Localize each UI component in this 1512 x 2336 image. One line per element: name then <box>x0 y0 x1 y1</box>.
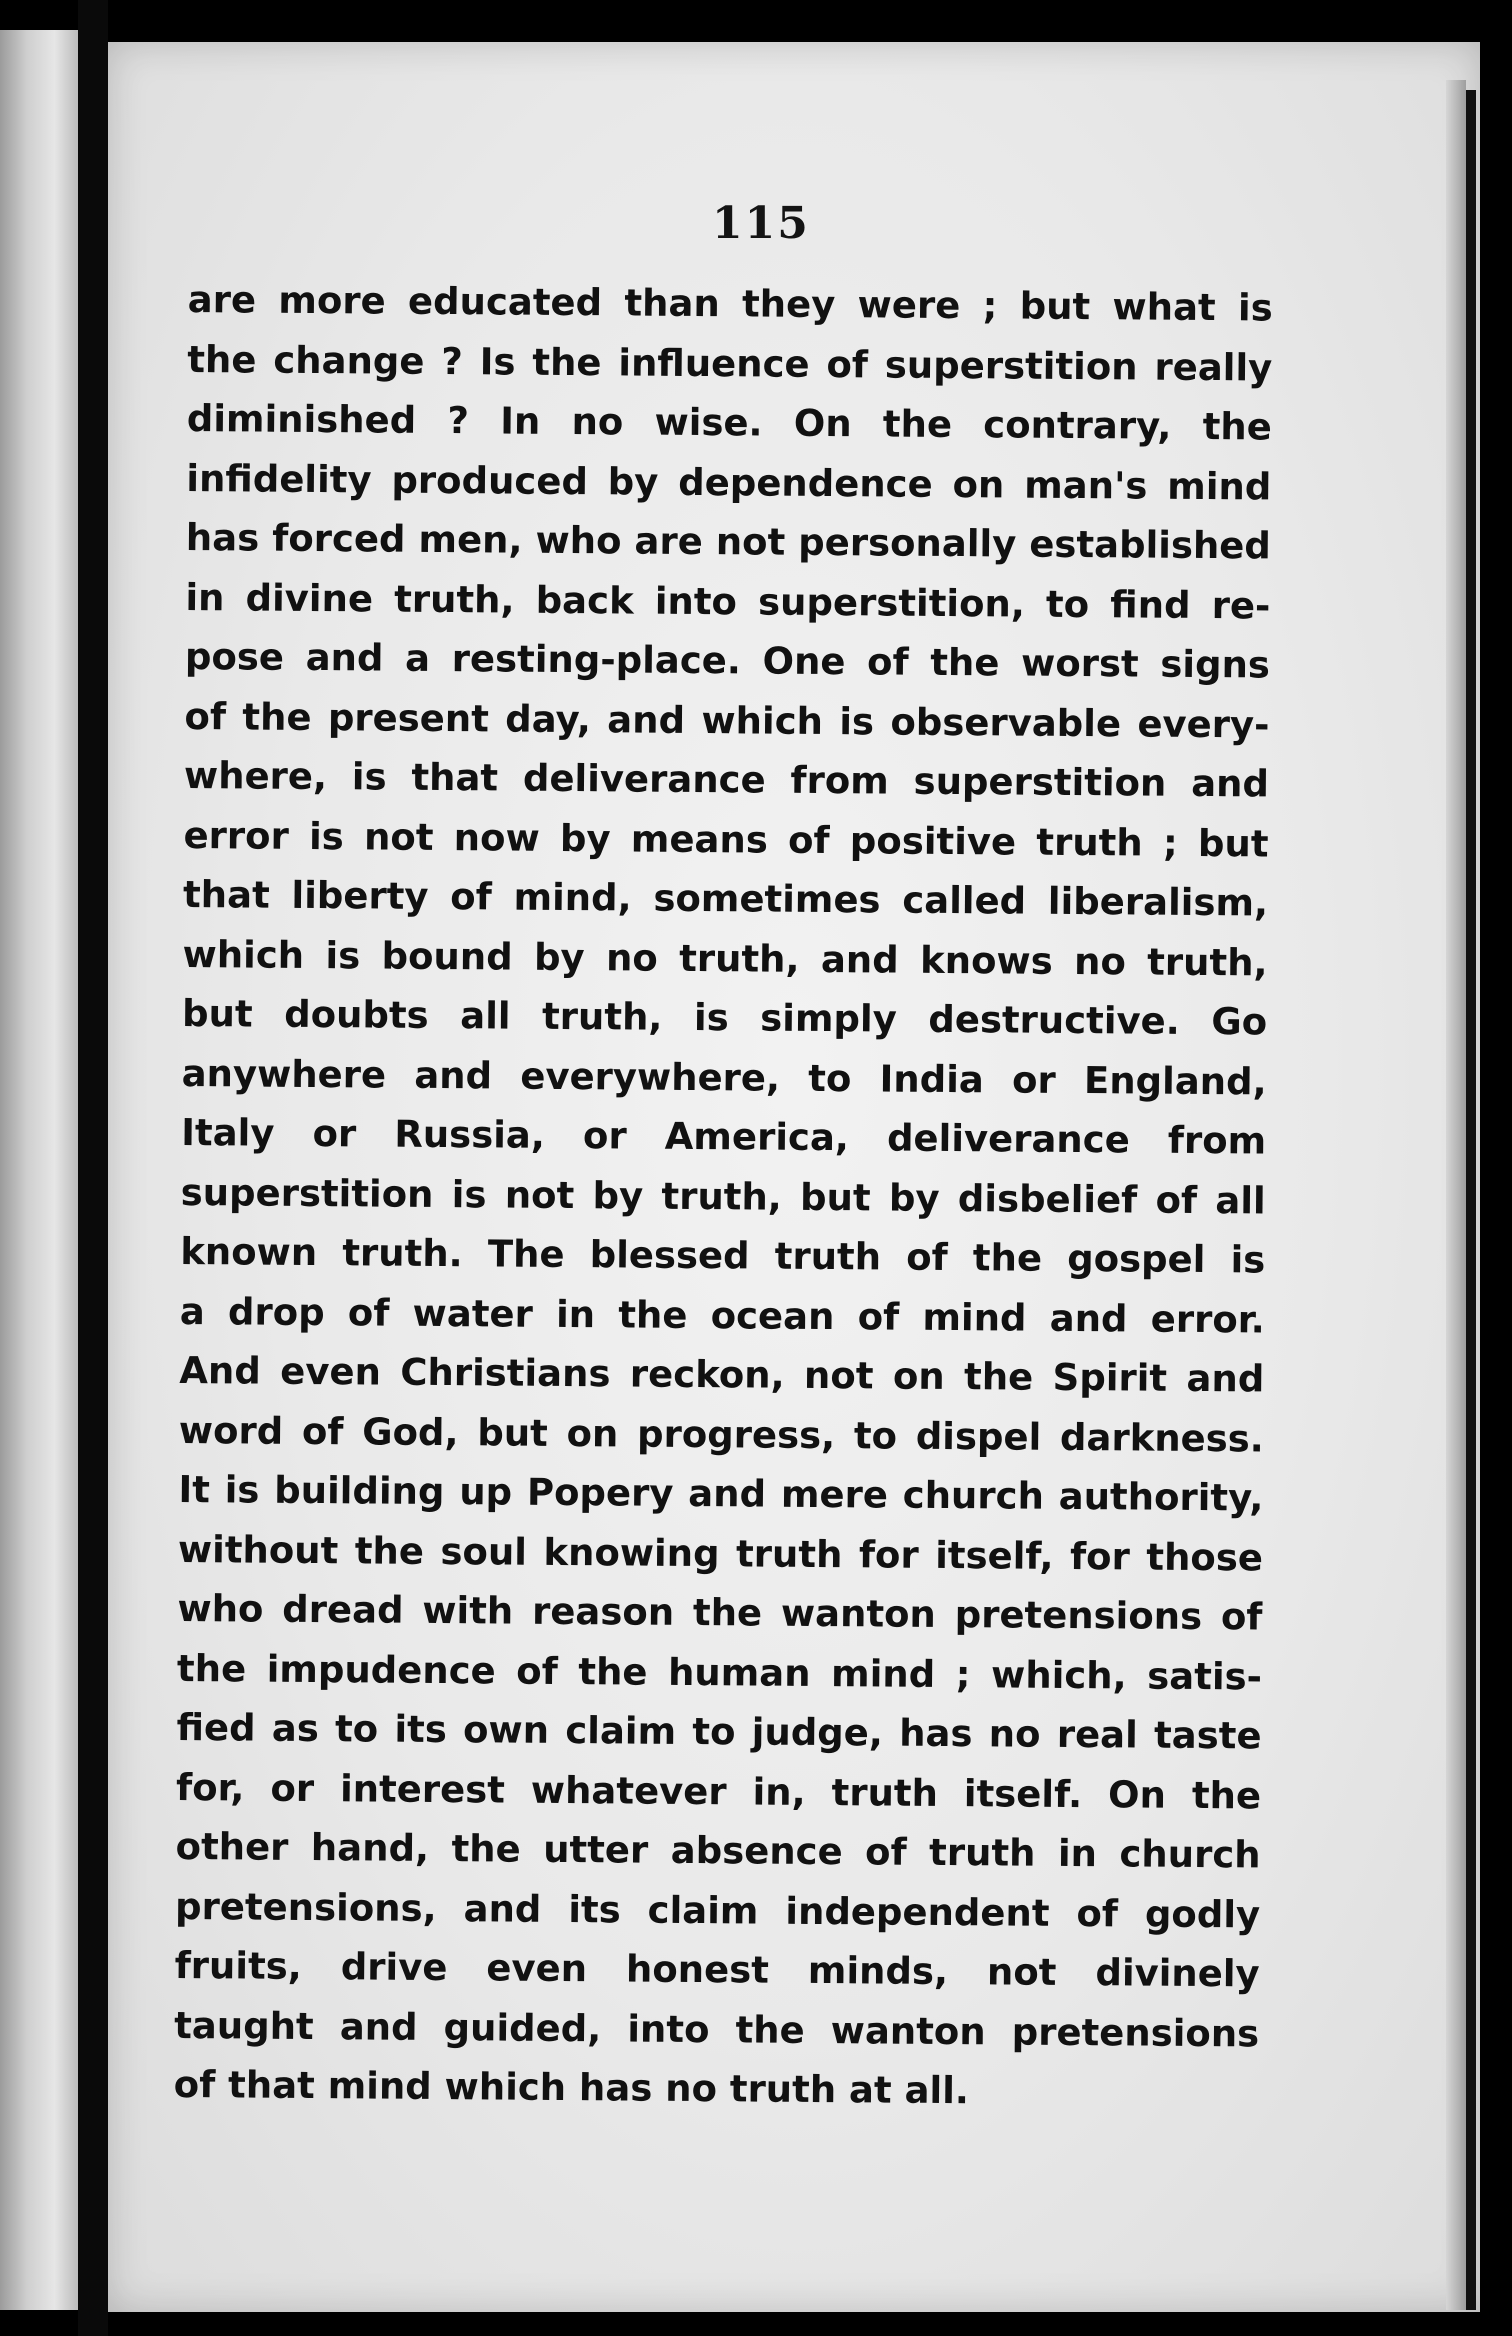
text-line: of that mind which has no truth at all. <box>173 2062 970 2113</box>
text-line: in divine truth, back into superstition, to find re- <box>185 575 1271 628</box>
text-line: fruits, drive even honest minds, not divinely <box>174 1943 1260 1996</box>
text-line: And even Christians reckon, not on the Spirit and <box>179 1348 1265 1401</box>
text-line: but doubts all truth, is simply destructive. Go <box>181 991 1268 1044</box>
text-line: of the present day, and which is observable every- <box>184 694 1270 747</box>
text-line: It is building up Popery and mere church authority, <box>178 1467 1264 1520</box>
previous-page-edge <box>0 30 78 2310</box>
text-line: infidelity produced by dependence on man's mind <box>186 456 1272 509</box>
body-text <box>174 270 1273 2123</box>
text-line: anywhere and everywhere, to India or England, <box>181 1051 1267 1103</box>
text-line: where, is that deliverance from superstition and <box>183 753 1270 806</box>
book-gutter <box>78 0 108 2336</box>
text-line: word of God, but on progress, to dispel darkness. <box>178 1408 1265 1460</box>
text-line: error is not now by means of positive truth ; but <box>183 813 1269 866</box>
text-line: who dread with reason the wanton pretensions of <box>177 1586 1263 1639</box>
text-line: pose and a resting-place. One of the worst signs <box>184 634 1271 687</box>
page-number: 115 <box>712 198 810 249</box>
text-line: for, or interest whatever in, truth itself. On the <box>175 1765 1262 1817</box>
text-line: fied as to its own claim to judge, has no real taste <box>176 1705 1262 1758</box>
text-line: which is bound by no truth, and knows no truth, <box>182 932 1268 984</box>
text-line: diminished ? In no wise. On the contrary, the <box>186 396 1272 449</box>
text-line: pretensions, and its claim independent of godly <box>174 1884 1261 1936</box>
text-line: the change ? Is the influence of superstition really <box>187 337 1273 390</box>
text-line: known truth. The blessed truth of the gospel is <box>180 1229 1266 1282</box>
text-line: without the soul knowing truth for itself, for those <box>177 1527 1264 1579</box>
text-line: a drop of water in the ocean of mind and error. <box>179 1289 1265 1341</box>
text-line: the impudence of the human mind ; which, satis- <box>176 1646 1263 1698</box>
text-line: taught and guided, into the wanton pretensions <box>174 2003 1260 2055</box>
text-line: are more educated than they were ; but what is <box>187 277 1273 330</box>
text-line: other hand, the utter absence of truth in church <box>175 1824 1261 1877</box>
text-line: superstition is not by truth, but by disbelief of all <box>180 1170 1266 1222</box>
page-right-edge <box>1446 80 1466 2310</box>
right-border <box>1466 90 1476 2310</box>
text-line: has forced men, who are not personally established <box>185 515 1272 568</box>
text-line: Italy or Russia, or America, deliverance from <box>181 1110 1267 1163</box>
text-line: that liberty of mind, sometimes called liberalism, <box>182 872 1269 925</box>
